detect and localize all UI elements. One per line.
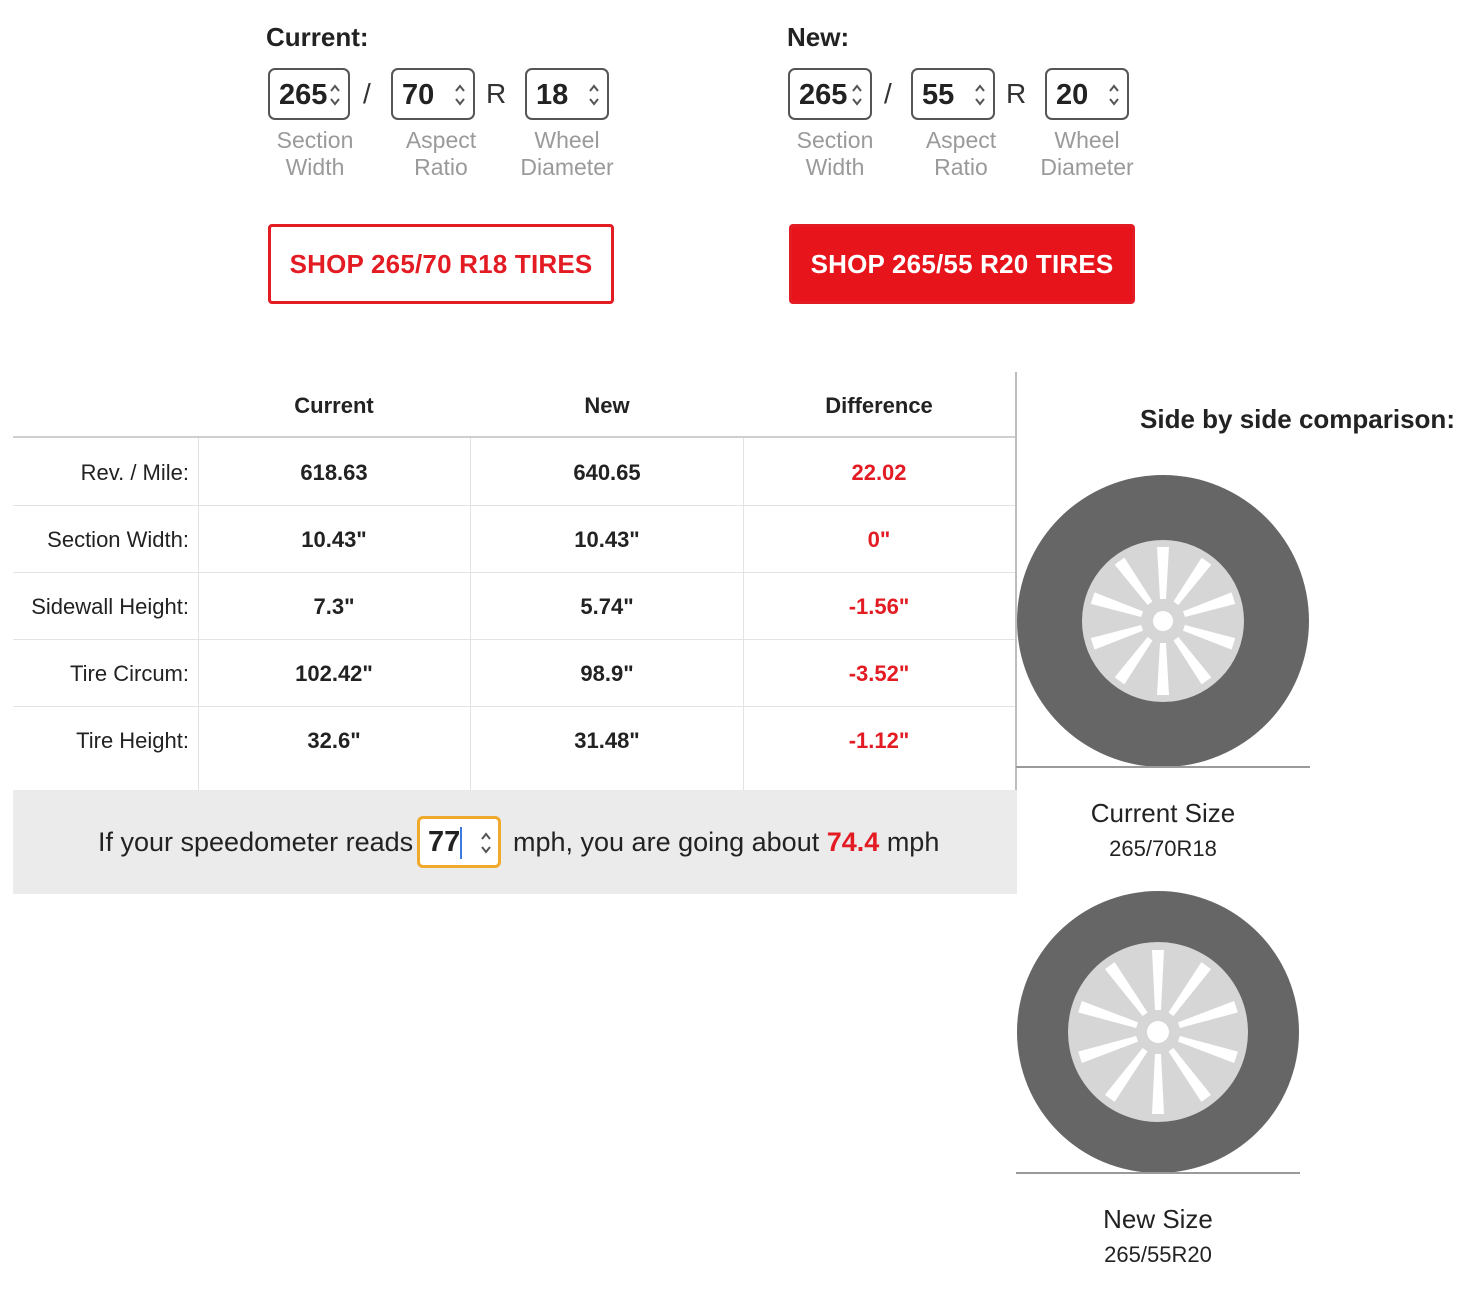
current-width-caption bbox=[258, 127, 372, 181]
spinner-arrows-icon[interactable] bbox=[453, 80, 467, 110]
new-value: 10.43" bbox=[574, 527, 640, 552]
table-row bbox=[13, 506, 1017, 573]
current-aspect-caption bbox=[384, 127, 498, 181]
caption-line: Aspect bbox=[405, 127, 477, 153]
current-value: 10.43" bbox=[301, 527, 367, 552]
current-size-group bbox=[266, 22, 369, 56]
current-aspect-value: 70 bbox=[402, 79, 435, 111]
row-label: Sidewall Height: bbox=[31, 594, 189, 619]
spinner-arrows-icon[interactable] bbox=[479, 829, 493, 857]
caption-line: Aspect bbox=[925, 127, 997, 153]
table-row bbox=[13, 707, 1017, 790]
table-row bbox=[13, 640, 1017, 707]
current-diameter-value: 18 bbox=[536, 79, 569, 111]
shop-current-tires-button[interactable]: SHOP 265/70 R18 TIRES bbox=[268, 224, 614, 304]
caption-line: Diameter bbox=[520, 154, 614, 180]
speedo-result bbox=[513, 827, 939, 858]
spinner-arrows-icon[interactable] bbox=[1107, 80, 1121, 110]
current-value: 7.3" bbox=[313, 594, 355, 619]
header-difference: Difference bbox=[825, 393, 933, 418]
difference-value: -3.52" bbox=[848, 661, 910, 686]
spinner-arrows-icon[interactable] bbox=[328, 80, 342, 110]
current-value: 618.63 bbox=[300, 460, 368, 485]
caption-line: Diameter bbox=[1040, 154, 1134, 180]
new-diameter-caption bbox=[1030, 127, 1144, 181]
speedo-prefix: If your speedometer reads bbox=[98, 827, 414, 857]
current-ground-line bbox=[1016, 766, 1310, 768]
row-label: Rev. / Mile: bbox=[80, 460, 189, 485]
difference-value: -1.56" bbox=[848, 594, 910, 619]
current-diameter-stepper[interactable] bbox=[525, 68, 609, 120]
speedometer-input[interactable] bbox=[417, 816, 501, 868]
new-value: 31.48" bbox=[574, 728, 640, 753]
current-value: 32.6" bbox=[307, 728, 361, 753]
speedometer-reading: 77 bbox=[428, 826, 461, 858]
current-tire-icon bbox=[1016, 474, 1310, 768]
table-header bbox=[13, 372, 1017, 438]
actual-speed: 74.4 bbox=[826, 827, 880, 857]
new-value: 640.65 bbox=[573, 460, 641, 485]
current-width-value: 265 bbox=[279, 79, 328, 111]
caption-line: Ratio bbox=[414, 154, 468, 180]
new-size-group bbox=[787, 22, 849, 56]
new-width-caption bbox=[778, 127, 892, 181]
caption-line: Ratio bbox=[934, 154, 988, 180]
caption-line: Width bbox=[285, 154, 345, 180]
header-new: New bbox=[584, 393, 630, 418]
caption-line: Wheel bbox=[534, 127, 600, 153]
new-heading: New: bbox=[787, 22, 850, 52]
new-diameter-value: 20 bbox=[1056, 79, 1089, 111]
spinner-arrows-icon[interactable] bbox=[850, 80, 864, 110]
table-row bbox=[13, 439, 1017, 506]
current-diameter-caption bbox=[510, 127, 624, 181]
new-value: 98.9" bbox=[580, 661, 634, 686]
spinner-arrows-icon[interactable] bbox=[587, 80, 601, 110]
spinner-arrows-icon[interactable] bbox=[973, 80, 987, 110]
comparison-title: Side by side comparison: bbox=[1140, 404, 1455, 434]
current-value: 102.42" bbox=[295, 661, 373, 686]
column-divider bbox=[470, 438, 471, 790]
current-aspect-stepper[interactable] bbox=[391, 68, 475, 120]
new-ground-line bbox=[1016, 1172, 1300, 1174]
speedo-suffix: mph bbox=[886, 827, 940, 857]
new-aspect-caption bbox=[904, 127, 1018, 181]
caption-line: Section bbox=[796, 127, 874, 153]
current-width-stepper[interactable] bbox=[268, 68, 350, 120]
new-slash: / bbox=[884, 78, 892, 109]
text-caret bbox=[460, 827, 462, 859]
new-value: 5.74" bbox=[580, 594, 634, 619]
difference-value: -1.12" bbox=[848, 728, 910, 753]
difference-value: 22.02 bbox=[851, 460, 907, 485]
row-label: Section Width: bbox=[47, 527, 189, 552]
column-divider bbox=[743, 438, 744, 790]
caption-line: Wheel bbox=[1054, 127, 1120, 153]
caption-line: Width bbox=[805, 154, 865, 180]
new-size-code: 265/55R20 bbox=[1104, 1242, 1212, 1267]
new-size-name: New Size bbox=[1103, 1204, 1213, 1234]
new-aspect-stepper[interactable] bbox=[911, 68, 995, 120]
new-r-label: R bbox=[1006, 78, 1027, 109]
current-r-label: R bbox=[486, 78, 507, 109]
difference-value: 0" bbox=[867, 527, 891, 552]
current-heading: Current: bbox=[266, 22, 369, 52]
row-label: Tire Circum: bbox=[70, 661, 189, 686]
current-size-code: 265/70R18 bbox=[1109, 836, 1217, 861]
row-label: Tire Height: bbox=[76, 728, 189, 753]
new-width-value: 265 bbox=[799, 79, 848, 111]
new-aspect-value: 55 bbox=[922, 79, 955, 111]
shop-new-tires-button[interactable]: SHOP 265/55 R20 TIRES bbox=[789, 224, 1135, 304]
caption-line: Section bbox=[276, 127, 354, 153]
column-divider bbox=[198, 438, 199, 790]
speedometer-bar bbox=[13, 790, 1017, 894]
current-size-name: Current Size bbox=[1090, 798, 1236, 828]
current-slash: / bbox=[363, 78, 371, 109]
speedo-middle: mph, you are going about bbox=[513, 827, 820, 857]
table-row bbox=[13, 573, 1017, 640]
header-current: Current bbox=[294, 393, 374, 418]
new-width-stepper[interactable] bbox=[788, 68, 872, 120]
new-diameter-stepper[interactable] bbox=[1045, 68, 1129, 120]
new-tire-icon bbox=[1016, 890, 1300, 1174]
